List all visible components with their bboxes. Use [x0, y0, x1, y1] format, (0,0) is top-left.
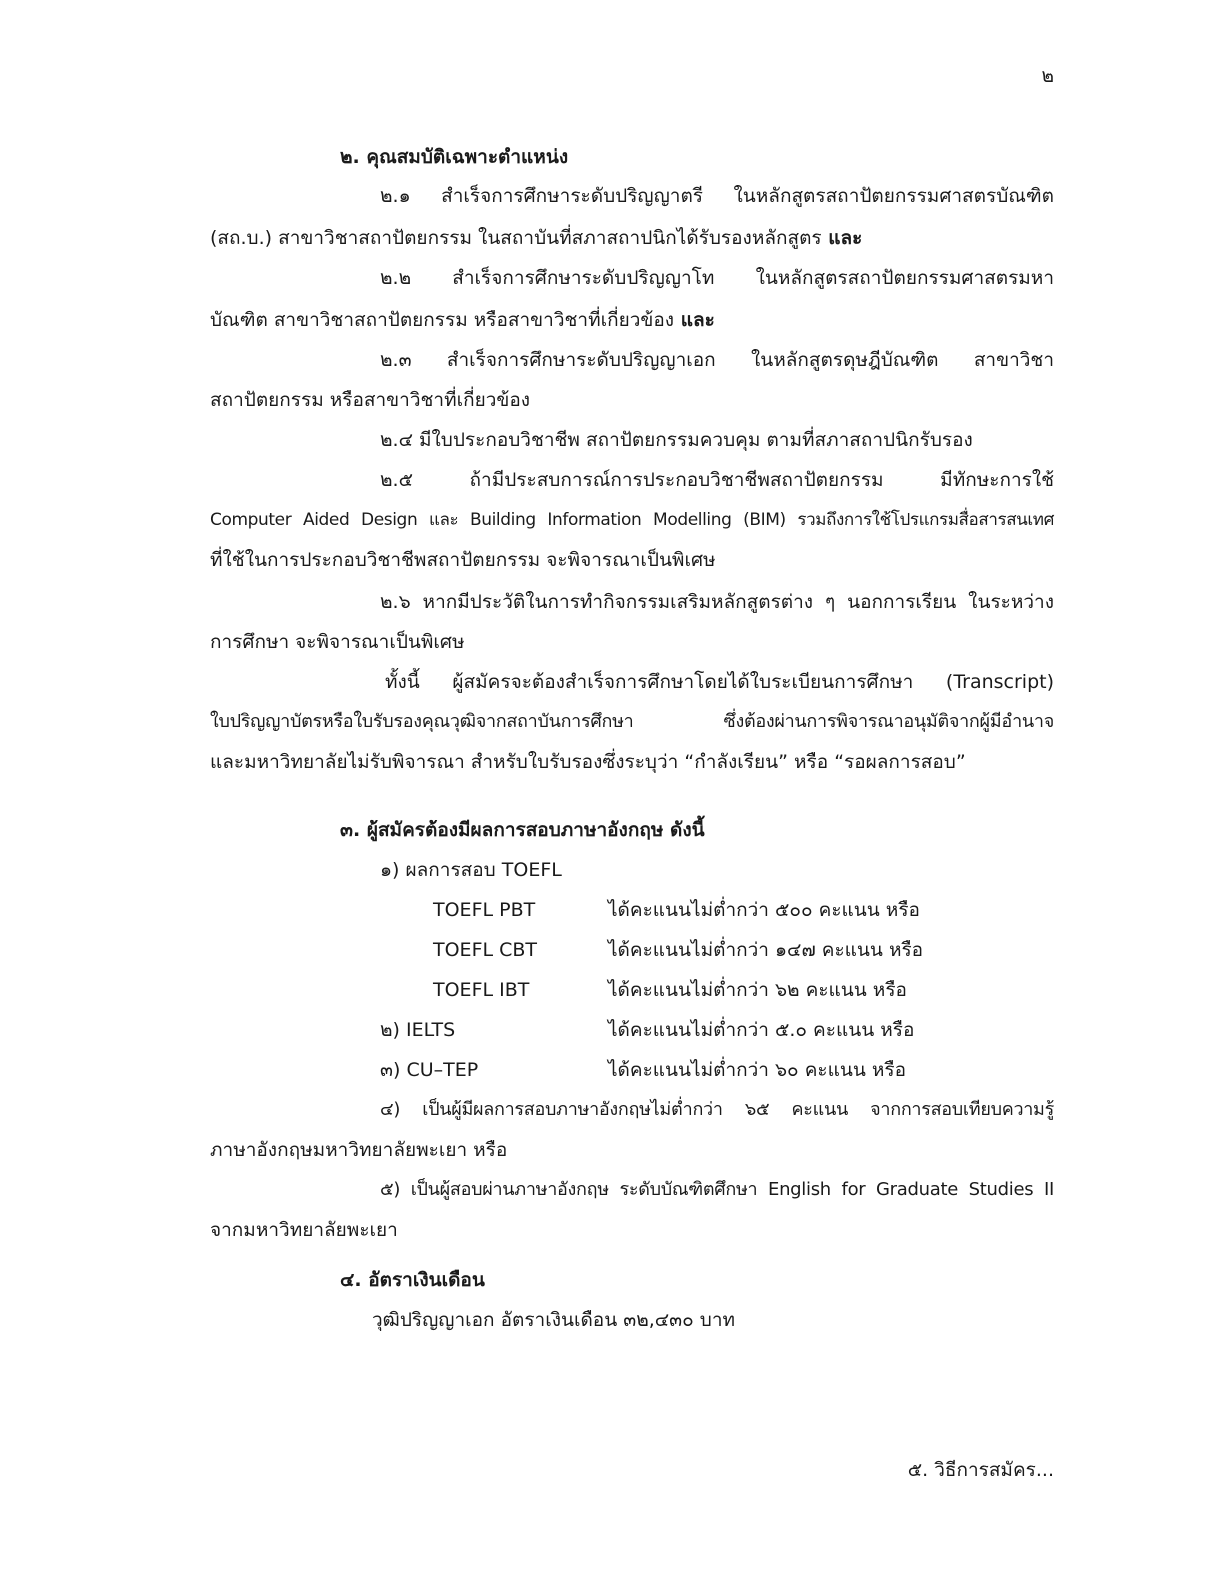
- item-2-2-line-2: [210, 308, 715, 332]
- item-2-3-line-1: ๒.๓ สำเร็จการศึกษาระดับปริญญาเอก ในหลักสูตรดุษฎีบัณฑิต สาขาวิชา: [380, 349, 1054, 371]
- item-5-line-2: จากมหาวิทยาลัยพะเยา: [210, 1219, 398, 1241]
- item-2-1-and: และ: [821, 227, 863, 249]
- score-text-toefl-ibt: ได้คะแนนไม่ต่ำกว่า ๖๒ คะแนน หรือ: [608, 979, 907, 1001]
- item-2-6-line-1: ๒.๖ หากมีประวัติในการทำกิจกรรมเสริมหลักสูตรต่าง ๆ นอกการเรียน ในระหว่าง: [380, 591, 1054, 613]
- section-2-heading: ๒. คุณสมบัติเฉพาะตำแหน่ง: [340, 146, 569, 168]
- item-2-1-text: (สถ.บ.) สาขาวิชาสถาปัตยกรรม ในสถาบันที่สภาสถาปนิกได้รับรองหลักสูตร: [210, 227, 822, 249]
- toefl-label: ๑) ผลการสอบ TOEFL: [380, 859, 562, 881]
- item-2-2-text: บัณฑิต สาขาวิชาสถาปัตยกรรม หรือสาขาวิชาที่เกี่ยวข้อง: [210, 309, 675, 331]
- section-4-heading: ๔. อัตราเงินเดือน: [340, 1269, 485, 1291]
- item-4-line-1: ๔) เป็นผู้มีผลการสอบภาษาอังกฤษไม่ต่ำกว่า ๖๕ คะแนน จากการสอบเทียบความรู้: [380, 1099, 1054, 1120]
- item-2-2-line-1: ๒.๒ สำเร็จการศึกษาระดับปริญญาโท ในหลักสูตรสถาปัตยกรรมศาสตรมหา: [380, 267, 1054, 289]
- note-line-3: และมหาวิทยาลัยไม่รับพิจารณา สำหรับใบรับรองซึ่งระบุว่า “กำลังเรียน” หรือ “รอผลการสอบ”: [210, 751, 966, 773]
- score-text-ielts: ได้คะแนนไม่ต่ำกว่า ๕.๐ คะแนน หรือ: [608, 1019, 915, 1041]
- section-3-heading: ๓. ผู้สมัครต้องมีผลการสอบภาษาอังกฤษ ดังนี้: [340, 819, 705, 841]
- item-2-5-line-2: Computer Aided Design และ Building Information Modelling (BIM) รวมถึงการใช้โปรแกรมสื่อสารสนเทศ: [210, 510, 1054, 530]
- item-2-1-line-1: ๒.๑ สำเร็จการศึกษาระดับปริญญาตรี ในหลักสูตรสถาปัตยกรรมศาสตรบัณฑิต: [380, 185, 1054, 207]
- score-label-cu-tep: ๓) CU–TEP: [380, 1059, 479, 1081]
- item-4-line-2: ภาษาอังกฤษมหาวิทยาลัยพะเยา หรือ: [210, 1139, 508, 1161]
- score-label-toefl-cbt: TOEFL CBT: [433, 939, 538, 961]
- page-number: ๒: [1041, 65, 1054, 87]
- salary-text: วุฒิปริญญาเอก อัตราเงินเดือน ๓๒,๔๓๐ บาท: [372, 1309, 736, 1331]
- score-label-toefl-pbt: TOEFL PBT: [433, 899, 536, 921]
- item-2-5-line-3: ที่ใช้ในการประกอบวิชาชีพสถาปัตยกรรม จะพิจารณาเป็นพิเศษ: [210, 549, 716, 571]
- item-2-1-line-2: [210, 226, 862, 250]
- score-label-toefl-ibt: TOEFL IBT: [433, 979, 530, 1001]
- score-text-toefl-cbt: ได้คะแนนไม่ต่ำกว่า ๑๔๗ คะแนน หรือ: [608, 939, 924, 961]
- note-line-1: ทั้งนี้ ผู้สมัครจะต้องสำเร็จการศึกษาโดยได้ใบระเบียนการศึกษา (Transcript): [385, 671, 1054, 693]
- item-2-4: ๒.๔ มีใบประกอบวิชาชีพ สถาปัตยกรรมควบคุม ตามที่สภาสถาปนิกรับรอง: [380, 429, 973, 451]
- item-2-3-line-2: สถาปัตยกรรม หรือสาขาวิชาที่เกี่ยวข้อง: [210, 389, 531, 411]
- item-2-2-and: และ: [674, 309, 715, 331]
- footer-continuation: ๕. วิธีการสมัคร...: [907, 1459, 1054, 1481]
- item-2-6-line-2: การศึกษา จะพิจารณาเป็นพิเศษ: [210, 631, 465, 653]
- score-text-toefl-pbt: ได้คะแนนไม่ต่ำกว่า ๕๐๐ คะแนน หรือ: [608, 899, 920, 921]
- score-label-ielts: ๒) IELTS: [380, 1019, 456, 1041]
- item-5-line-1: ๕) เป็นผู้สอบผ่านภาษาอังกฤษ ระดับบัณฑิตศึกษา English for Graduate Studies II: [380, 1179, 1054, 1200]
- item-2-5-line-1: ๒.๕ ถ้ามีประสบการณ์การประกอบวิชาชีพสถาปัตยกรรม มีทักษะการใช้: [380, 469, 1054, 491]
- score-text-cu-tep: ได้คะแนนไม่ต่ำกว่า ๖๐ คะแนน หรือ: [608, 1059, 907, 1081]
- note-line-2: ใบปริญญาบัตรหรือใบรับรองคุณวุฒิจากสถาบันการศึกษา ซึ่งต้องผ่านการพิจารณาอนุมัติจากผู้มีอำนาจ: [210, 711, 1054, 732]
